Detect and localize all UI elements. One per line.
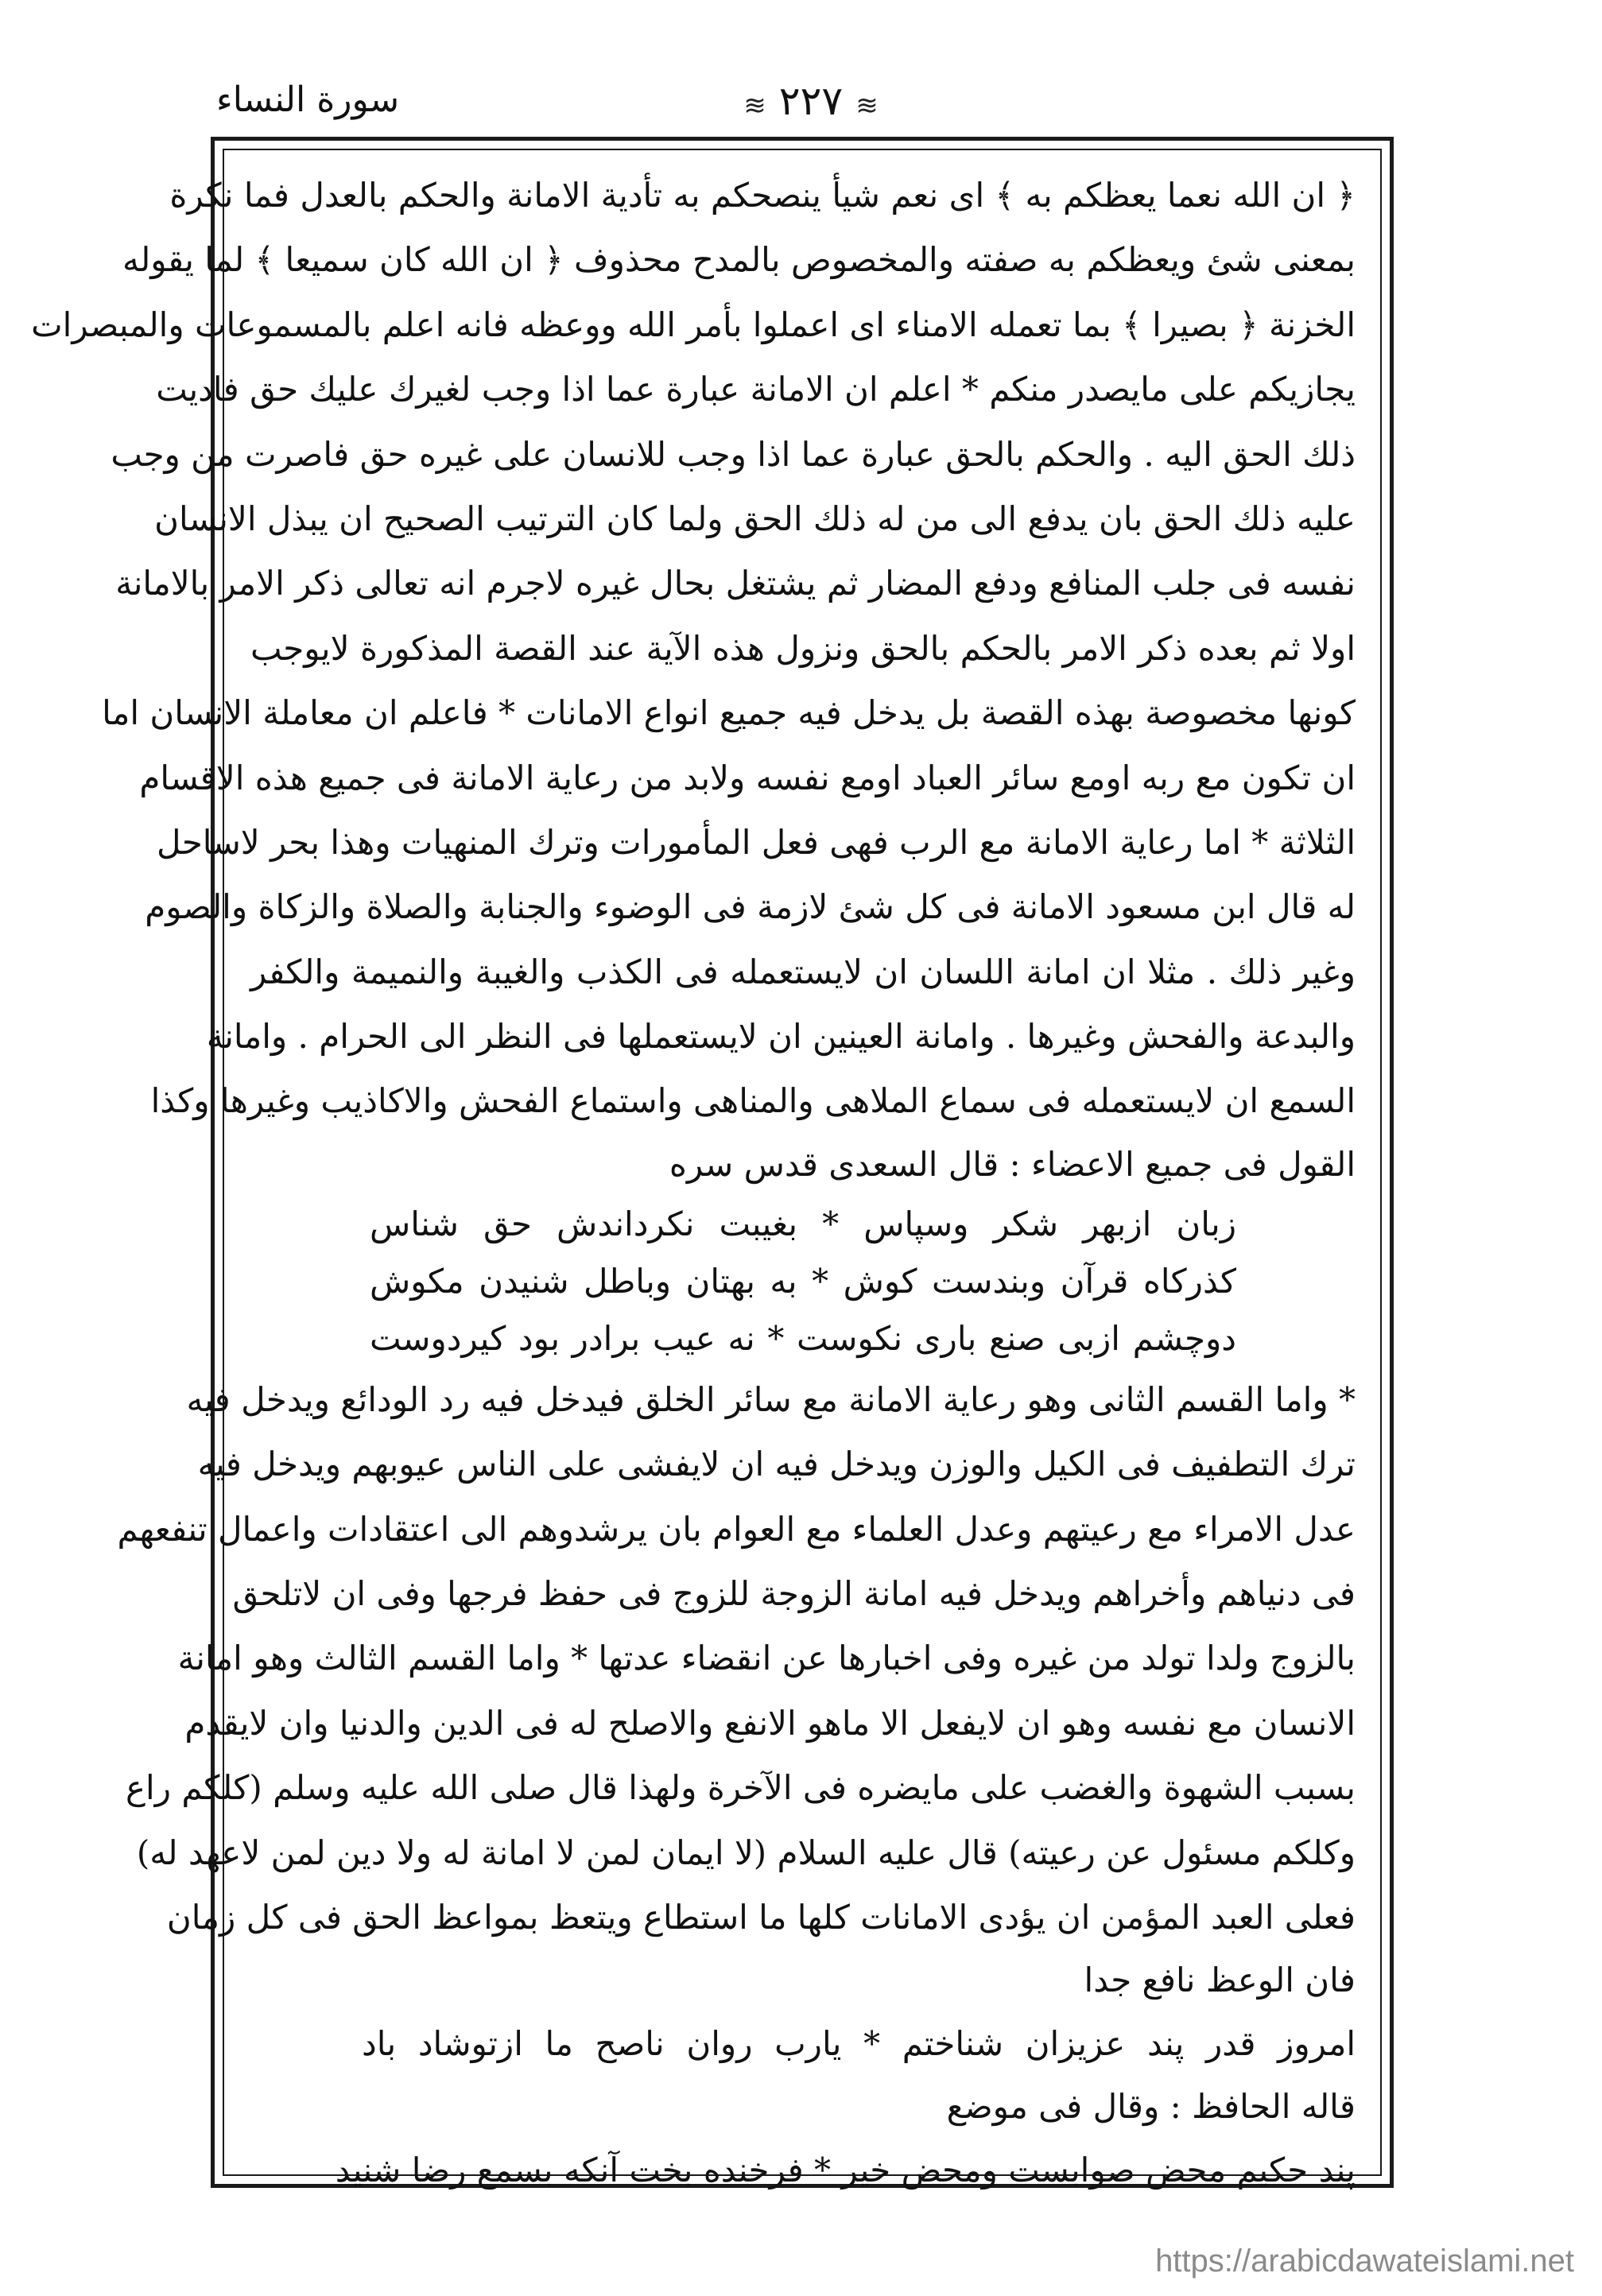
text-line: ذلك الحق اليه . والحكم بالحق عبارة عما اذا وجب للانسان على غيره حق فاصرت من وجب [111,434,1356,474]
text-line: ترك التطفيف فى الكيل والوزن ويدخل فيه ان لايفشى على الناس عيوبهم ويدخل فيه [197,1445,1356,1484]
text-line: اولا ثم بعده ذكر الامر بالحكم بالحق ونزول هذه الآية عند القصة المذكورة لايوجب [250,628,1356,668]
text-line: والبدعة والفحش وغيرها . وامانة العينين ان لايستعملها فى النظر الى الحرام . وامانة [206,1017,1356,1057]
text-line: قاله الحافظ : وقال فى موضع [946,2087,1356,2127]
text-line: عدل الامراء مع رعيتهم وعدل العلماء مع العوام بان يرشدوهم الى اعتقادات واعمال تنفعهم [117,1509,1356,1549]
ornament-right-icon: ≋ [855,90,879,122]
text-line: بالزوج ولدا تولد من غيره وفى اخبارها عن انقضاء عدتها * واما القسم الثالث وهو امانة [177,1639,1356,1678]
text-line: بمعنى شئ ويعظكم به صفته والمخصوص بالمدح محذوف ﴿ ان الله كان سميعا ﴾ لما يقوله [122,240,1356,280]
text-line: فى دنياهم وأخراهم ويدخل فيه امانة الزوجة للزوج فى حفظ فرجها وفى ان لاتلحق [232,1574,1356,1614]
text-line: فان الوعظ نافع جدا [1084,1961,1356,2000]
text-line: كونها مخصوصة بهذه القصة بل يدخل فيه جميع انواع الامانات * فاعلم ان معاملة الانسان اما [102,693,1356,733]
text-line: السمع ان لايستعمله فى سماع الملاهى والمناهى واستماع الفحش والاكاذيب وغيرها وكذا [150,1081,1356,1121]
main-text [31,163,1356,2202]
text-line: نفسه فى جلب المنافع ودفع المضار ثم يشتغل بحال غيره لاجرم انه تعالى ذكر الامر بالامانة [115,564,1356,603]
poem-verse: كذركاه قرآن وبندست كوش * به بهتان وباطل شنيدن مكوش [370,1261,1236,1301]
text-line: ﴿ ان الله نعما يعظكم به ﴾ اى نعم شيأ ينصحكم به تأدية الامانة والحكم بالعدل فما نكرة [169,176,1356,215]
page-number-group [692,78,930,124]
text-line: ان تكون مع ربه اومع سائر العباد اومع نفسه ولابد من رعاية الامانة فى جميع هذه الاقسام [139,758,1356,797]
source-url: https://arabicdawateislami.net [1155,2244,1574,2279]
poem-verse: زبان ازبهر شكر وسپاس * بغيبت نكرداندش حق شناس [370,1204,1236,1243]
page-number: ٢٢٧ [778,78,844,124]
text-line: يجازيكم على مايصدر منكم * اعلم ان الامانة عبارة عما اذا وجب لغيرك عليك حق فاديت [156,370,1356,409]
text-line: عليه ذلك الحق بان يدفع الى من له ذلك الحق ولما كان الترتيب الصحيح ان يبذل الانسان [154,498,1356,538]
page-header [0,0,1602,139]
poem-verse: امروز قدر پند عزيزان شناختم * يارب روان ناصح ما ازتوشاد باد [362,2024,1356,2064]
text-line: الانسان مع نفسه وهو ان لايفعل الا ماهو الانفع والاصلح له فى الدين والدنيا وان لايقدم [184,1703,1356,1743]
text-line: القول فى جميع الاعضاء : قال السعدى قدس سره [669,1144,1356,1184]
text-line: * واما القسم الثانى وهو رعاية الامانة مع سائر الخلق فيدخل فيه رد الودائع ويدخل فيه [186,1379,1356,1419]
text-line: الخزنة ﴿ بصيرا ﴾ بما تعمله الامناء اى اعملوا بأمر الله ووعظه فانه اعلم بالمسموعات والمبصرات [31,304,1356,344]
text-line: بسبب الشهوة والغضب على مايضره فى الآخرة ولهذا قال صلى الله عليه وسلم (كلكم راع [126,1768,1356,1808]
poem-verse: دوچشم ازبى صنع بارى نكوست * نه عيب برادر بود كيردوست [370,1318,1236,1358]
ornament-left-icon: ≋ [743,90,766,122]
text-line: فعلى العبد المؤمن ان يؤدى الامانات كلها ما استطاع ويتعظ بمواعظ الحق فى كل زمان [166,1897,1356,1937]
text-line: وكلكم مسئول عن رعيته) قال عليه السلام (لا ايمان لمن لا امانة له ولا دين لمن لاعهد له) [136,1833,1356,1872]
poem-verse: پند حكيم محض صوابست ومحض خير * فرخنده بخت آنكه بسمع رضا شنيد [335,2151,1356,2190]
text-line: الثلاثة * اما رعاية الامانة مع الرب فهى فعل المأمورات وترك المنهيات وهذا بحر لاساحل [157,822,1356,862]
surah-name: سورة النساء [216,80,400,120]
text-line: وغير ذلك . مثلا ان امانة اللسان ان لايستعمله فى الكذب والغيبة والنميمة والكفر [250,952,1356,991]
text-line: له قال ابن مسعود الامانة فى كل شئ لازمة فى الوضوء والجنابة والصلاة والزكاة والصوم [145,887,1356,927]
